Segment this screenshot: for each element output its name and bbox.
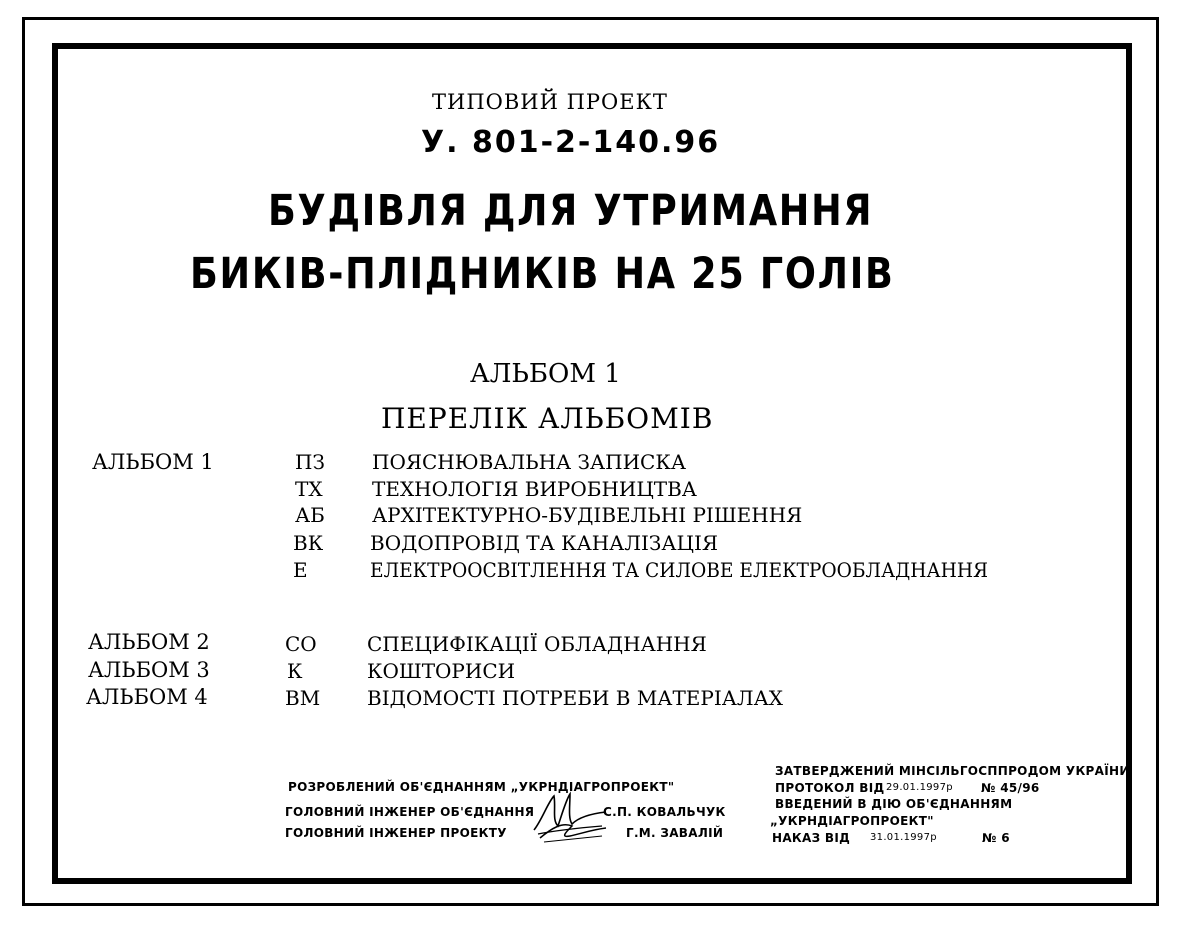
- album-1-label: АЛЬБОМ 1: [92, 450, 214, 474]
- section-code: ВК: [293, 531, 324, 555]
- order-label: НАКАЗ ВІД: [772, 831, 851, 845]
- section-code: К: [287, 659, 303, 683]
- chief-engineer-assoc-label: ГОЛОВНИЙ ІНЖЕНЕР ОБ'ЄДНАННЯ: [285, 805, 535, 819]
- section-name: ВОДОПРОВІД ТА КАНАЛІЗАЦІЯ: [370, 531, 719, 555]
- developed-by: РОЗРОБЛЕНИЙ ОБ'ЄДНАННЯМ „УКРНДІАГРОПРОЕКТ": [288, 780, 675, 794]
- introduced-by: ВВЕДЕНИЙ В ДІЮ ОБ'ЄДНАННЯМ: [775, 797, 1013, 811]
- section-name: АРХІТЕКТУРНО-БУДІВЕЛЬНІ РІШЕННЯ: [372, 503, 803, 527]
- album-3-label: АЛЬБОМ 3: [88, 658, 210, 682]
- section-code: АБ: [295, 503, 325, 527]
- section-code: ТХ: [295, 477, 323, 501]
- section-code: ПЗ: [295, 450, 325, 474]
- signature-zavaliy: [536, 818, 612, 846]
- section-code: СО: [285, 632, 317, 656]
- section-name: ТЕХНОЛОГІЯ ВИРОБНИЦТВА: [372, 477, 697, 501]
- album-2-label: АЛЬБОМ 2: [88, 630, 210, 654]
- album-label: АЛЬБОМ 1: [470, 359, 621, 389]
- protocol-number: № 45/96: [981, 781, 1040, 795]
- section-name: ПОЯСНЮВАЛЬНА ЗАПИСКА: [372, 450, 686, 474]
- section-code: ВМ: [285, 686, 321, 710]
- approved-by: ЗАТВЕРДЖЕНИЙ МІНСІЛЬГОСППРОДОМ УКРАЇНИ: [775, 764, 1130, 778]
- section-name: СПЕЦИФІКАЦІЇ ОБЛАДНАННЯ: [367, 632, 707, 656]
- section-name: ВІДОМОСТІ ПОТРЕБИ В МАТЕРІАЛАХ: [367, 686, 783, 710]
- protocol-label: ПРОТОКОЛ ВІД: [775, 781, 885, 795]
- introducing-organization: „УКРНДІАГРОПРОЕКТ": [770, 814, 934, 828]
- protocol-date: 29.01.1997р: [886, 782, 953, 793]
- section-code: Е: [293, 558, 308, 582]
- album-4-label: АЛЬБОМ 4: [86, 685, 208, 709]
- order-number: № 6: [982, 831, 1010, 845]
- section-name: ЕЛЕКТРООСВІТЛЕННЯ ТА СИЛОВЕ ЕЛЕКТРООБЛАДНАННЯ: [370, 558, 989, 582]
- chief-engineer-assoc-name: С.П. КОВАЛЬЧУК: [603, 805, 726, 819]
- project-type-label: ТИПОВИЙ ПРОЕКТ: [432, 90, 668, 114]
- section-name: КОШТОРИСИ: [367, 659, 516, 683]
- order-date: 31.01.1997р: [870, 832, 937, 843]
- chief-engineer-project-label: ГОЛОВНИЙ ІНЖЕНЕР ПРОЕКТУ: [285, 826, 507, 840]
- albums-list-title: ПЕРЕЛІК АЛЬБОМІВ: [381, 402, 714, 435]
- title-line-2: БИКІВ-ПЛІДНИКІВ НА 25 ГОЛІВ: [190, 249, 895, 299]
- title-line-1: БУДІВЛЯ ДЛЯ УТРИМАННЯ: [268, 186, 874, 236]
- chief-engineer-project-name: Г.М. ЗАВАЛІЙ: [626, 826, 724, 840]
- project-number: У. 801-2-140.96: [421, 125, 721, 160]
